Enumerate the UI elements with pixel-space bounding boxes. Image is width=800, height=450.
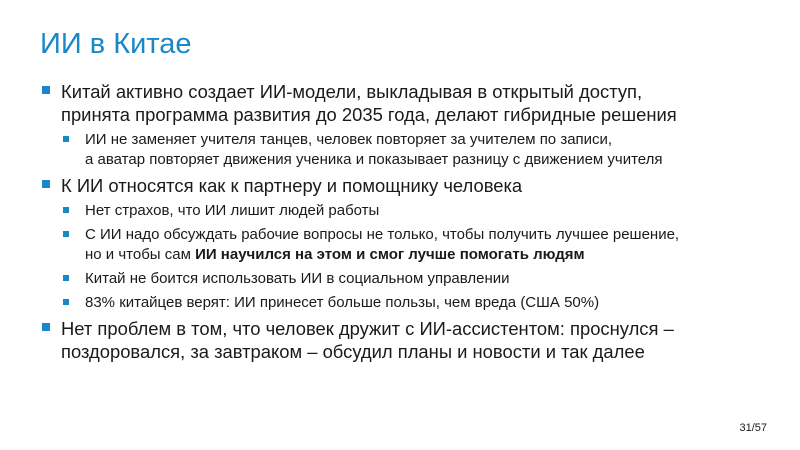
sub-bullet-text-line: ИИ не заменяет учителя танцев, человек повторяет за учителем по записи,	[85, 131, 613, 148]
bullet-text-line: К ИИ относятся как к партнеру и помощнику человека	[61, 175, 523, 196]
square-bullet-icon	[42, 180, 50, 188]
sub-bullet-text-line: С ИИ надо обсуждать рабочие вопросы не только, чтобы получить лучшее решение,	[85, 226, 680, 243]
bullet-item	[40, 174, 770, 197]
sub-bullet-item	[61, 269, 770, 289]
square-bullet-icon	[42, 323, 50, 331]
sub-bullet-text-line: Нет страхов, что ИИ лишит людей работы	[85, 202, 380, 219]
bullet-item	[40, 80, 770, 126]
slide-title: ИИ в Китае	[40, 28, 192, 60]
square-bullet-icon	[63, 207, 69, 213]
square-bullet-icon	[63, 275, 69, 281]
sub-bullet-text-line: Китай не боится использовать ИИ в социальном управлении	[85, 270, 510, 287]
sub-bullet-list	[61, 201, 770, 313]
sub-bullet-text-prefix: но и чтобы сам	[85, 246, 196, 263]
slide-content	[40, 80, 770, 367]
bullet-text-line: Нет проблем в том, что человек дружит с ИИ-ассистентом: проснулся –	[61, 318, 674, 339]
bullet-item	[40, 317, 770, 363]
sub-bullet-item	[61, 130, 770, 170]
sub-bullet-text-line	[85, 245, 770, 265]
bullet-text-line: Китай активно создает ИИ-модели, выкладывая в открытый доступ,	[61, 81, 643, 102]
square-bullet-icon	[63, 136, 69, 142]
sub-bullet-item	[61, 201, 770, 221]
sub-bullet-item	[61, 293, 770, 313]
square-bullet-icon	[63, 231, 69, 237]
sub-bullet-text-line: 83% китайцев верят: ИИ принесет больше пользы, чем вреда (США 50%)	[85, 294, 600, 311]
sub-bullet-item	[61, 225, 770, 265]
square-bullet-icon	[63, 299, 69, 305]
sub-bullet-text-line: а аватар повторяет движения ученика и показывает разницу с движением учителя	[85, 151, 663, 168]
bullet-text-line: принята программа развития до 2035 года, делают гибридные решения	[61, 104, 677, 125]
sub-bullet-bold-text: ИИ научился на этом и смог лучше помогать людям	[195, 246, 585, 263]
bullet-text-line: поздоровался, за завтраком – обсудил планы и новости и так далее	[61, 341, 645, 362]
sub-bullet-list	[61, 130, 770, 170]
square-bullet-icon	[42, 86, 50, 94]
page-number: 31/57	[739, 422, 767, 434]
